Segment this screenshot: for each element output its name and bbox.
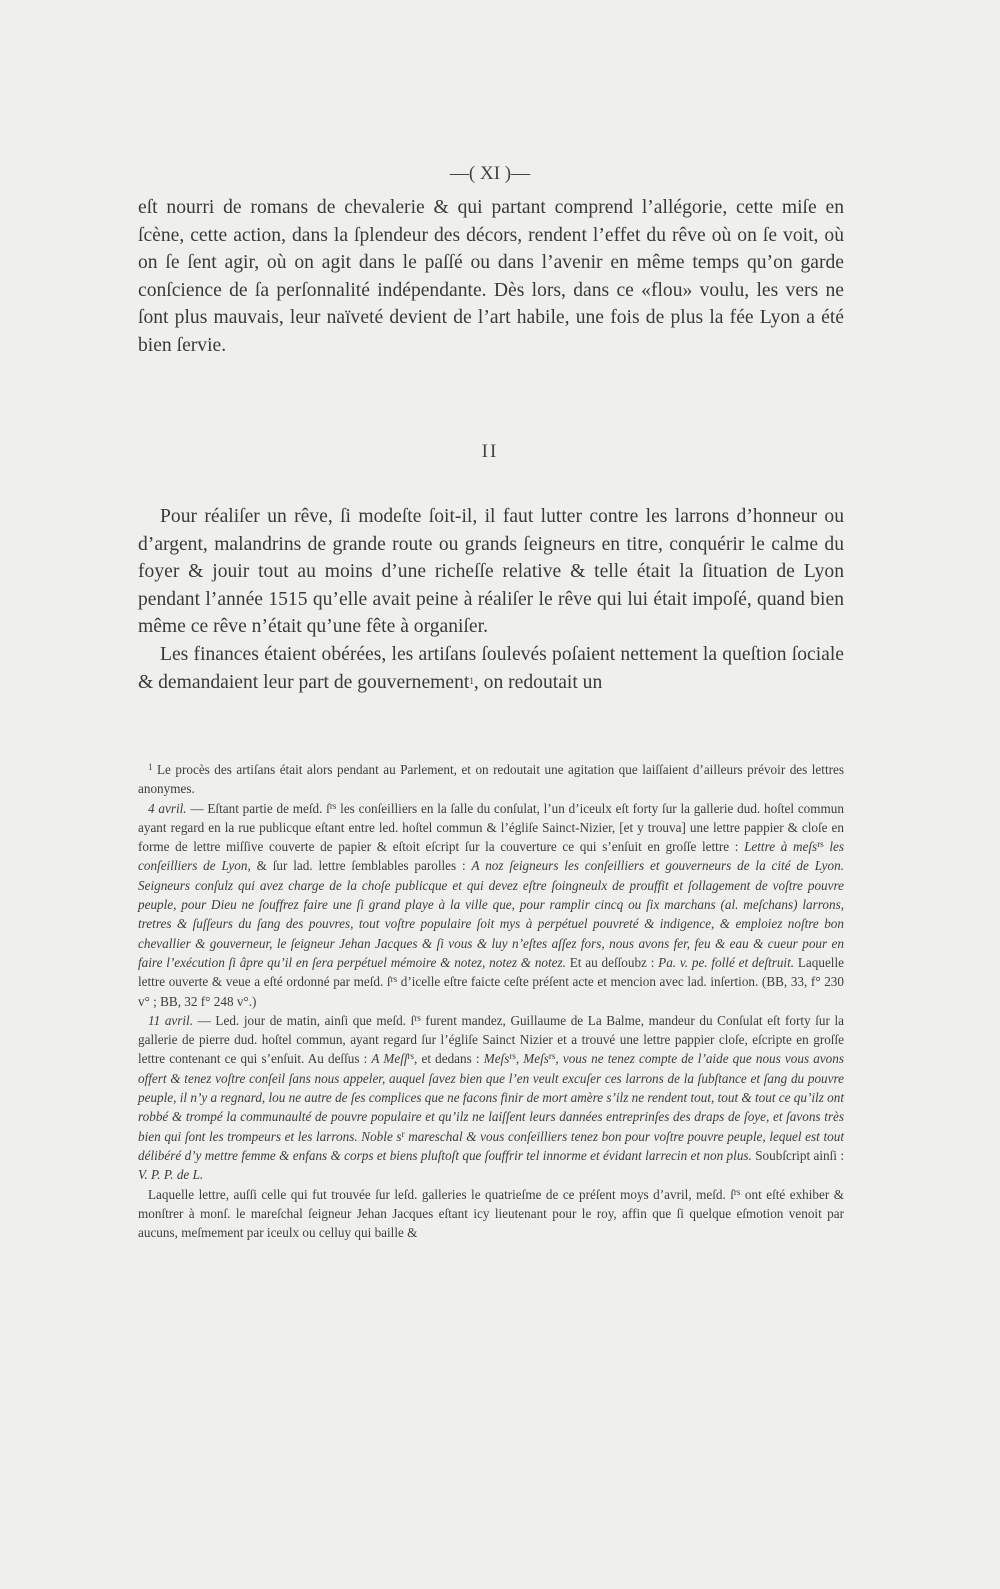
entry-text: Laquelle lettre, auſſi celle qui fut trouvée ſur leſd. galleries le quatrieſme de ce préſent moys d’avril, meſd. ſ — [148, 1186, 734, 1202]
intro-paragraph — [138, 194, 844, 360]
entry-text: ont eſté exhiber & monſtrer à monſ. le mareſchal ſeigneur Jehan Jacques eſtant icy lieutenant pour le roy, affin que ſi quelque eſmotion venoit par aucuns, meſmement par iceulx ou celluy qui baille & — [138, 1186, 845, 1241]
entry-text: , — [515, 1051, 524, 1067]
superscript: rs — [414, 1012, 421, 1023]
superscript: rs — [733, 1186, 741, 1197]
entry-text: Soubſcript ainſi : — [751, 1147, 844, 1163]
quoted-address: Lettre à meſs — [744, 839, 818, 855]
entry-text: Et au deſſoubz : — [565, 954, 659, 970]
footnote-marker: 1 — [148, 762, 153, 772]
quoted-letter: , vous ne tenez compte de l’aide que nous vous avons offert & tenez voſtre conſeil ſans nous appeler, auquel ſavez bien que l’en veult excuſer ces larrons de la ſubſtance et ſang du pouvre peuple, il n’y a regnard, lou ne autre de ſes complices que ne facons finir de mort amère s’ilz ne rendent tout, tout & tout ce qu’ilz ont robbé & trompé la communaulté de pouvre populaire et qu’ilz ne laiſſent leurs dannées entreprinſes des draps de ſoye, et ſavons très bien qui ſont les trompeurs et les larrons. Noble s — [138, 1051, 844, 1144]
section-paragraph-2 — [138, 641, 844, 696]
footnote-entry-11-avril — [138, 1011, 844, 1185]
entry-date: 11 avril. — [148, 1012, 194, 1028]
superscript: rs — [548, 1051, 556, 1062]
entry-text: les conſeilliers en la ſalle du conſulat, l’un d’iceulx eſt forty ſur la gallerie dud. hoſtel commun ayant regard en la rue publicque eſtant entre led. hoſtel commun & l’égliſe Sainct-Nizier, [et y trouva] une lettre pappier & cloſe en forme de lettre miſſive couverte de papier & eſtoit eſcript ſur la couverture ce qui s’enſuit en groſſe lettre : — [138, 800, 844, 855]
quoted-signature: V. P. P. de L. — [138, 1167, 204, 1183]
superscript: r — [401, 1128, 405, 1139]
quoted-address: Meſs — [523, 1051, 549, 1067]
superscript: rs — [407, 1051, 415, 1062]
superscript: rs — [329, 800, 337, 811]
quoted-address: A Meſſ — [371, 1051, 408, 1067]
superscript: rs — [817, 839, 824, 850]
section-heading: II — [481, 441, 499, 462]
paragraph-2-end: , on redoutait un — [473, 671, 603, 693]
footnote-intro — [138, 760, 844, 799]
page-number: —( XI )— — [449, 163, 531, 184]
footnote-entry-4-avril — [138, 799, 844, 1011]
section-paragraph-1: Pour réaliſer un rêve, ſi modeſte ſoit-il, il faut lutter contre les larrons d’honneur ou d’argent, malandrins de grande route ou grands ſeigneurs en titre, conquérir le calme du foyer & jouir tout au moins d’une richeſſe relative & telle était la ſituation de Lyon pendant l’année 1515 qu’elle avait peine à réaliſer le rêve qui lui était impoſé, quand bien même ce rêve n’était qu’une fête à organiſer. — [138, 506, 844, 638]
entry-text: d’icelle eſtre faicte ceſte préſent acte et mencion avec lad. inſertion. (BB, 33, f° 230 v° ; BB, 32 f° 248 v°.) — [138, 974, 844, 1009]
quoted-signature: Pa. v. pe. follé et deſtruit. — [658, 954, 795, 970]
intro-text: eſt nourri de romans de chevalerie & qui partant comprend l’allégorie, cette miſe en ſcène, cette action, dans la ſplendeur des décors, rendent l’effet du rêve où on ſe voit, où on ſe ſent agir, où on agit dans le paſſé ou dans l’avenir en même temps qu’on garde conſcience de ſa perſonnalité indépendante. Dès lors, dans ce «flou» voulu, les vers ne ſont plus mauvais, leur naïveté devient de l’art habile, une fois de plus la fée Lyon a été bien ſervie. — [138, 197, 844, 356]
paragraph-2-text: Les finances étaient obérées, les artiſans ſoulevés poſaient nettement la queſtion ſociale & demandaient leur part de gouvernement — [138, 643, 844, 693]
superscript: rs — [509, 1051, 516, 1062]
quoted-letter: mareschal & vous conſeilliers tenez bon pour voſtre pouvre peuple, lequel est tout délibéré d’y mettre femme & enfans & corps et biens pluſtoſt que ſouffrir tel innorme et évidant larrecin et non plus. — [138, 1128, 844, 1163]
quoted-address: les conſeilliers de Lyon, — [138, 839, 844, 874]
quoted-address: Meſs — [483, 1051, 510, 1067]
entry-text: , et dedans : — [414, 1051, 484, 1067]
entry-text: — Eſtant partie de meſd. ſ — [186, 800, 330, 816]
entry-date: 4 avril. — [148, 800, 187, 816]
entry-text: furent mandez, Guillaume de La Balme, mandeur du Conſulat eſt forty ſur la gallerie de pierre dud. hoſtel commun, ayant regard ſur l’égliſe Sainct Nizier et a trouvé une lettre pappier cloſe, eſcripte en groſſe lettre contenant ce qui s’enſuit. Au deſſus : — [138, 1012, 844, 1067]
section-body — [138, 503, 844, 696]
superscript: rs — [390, 974, 398, 985]
footnote-entry-continuation — [138, 1185, 844, 1243]
quoted-letter: A noz ſeigneurs les conſeilliers et gouverneurs de la cité de Lyon. Seigneurs conſulz qui avez charge de la choſe publicque et qui devez eſtre ſoingneulx de prouffit et ſollagement de voſtre pouvre peuple, pour Dieu ne ſouffrez faire une ſi grand playe à la ville que, pour ramplir cincq ou ſix marchans (al. meſchans) larrons, tretres & ſuſſeurs du ſang des pouvres, tout voſtre populaire ſoit mys à perpétuel pouvreté & indigence, & emploiez noſtre bon chevallier & gouverneur, le ſeigneur Jehan Jacques & ſi vous & luy n’eſtes aſſez fors, nous avons fer, feu & eau & cueur pour en faire l’exécution ſi âpre qu’il en ſera perpétuel mémoire & notez, notez & notez. — [138, 858, 844, 970]
footnote-intro-text: Le procès des artiſans était alors pendant au Parlement, et on redoutait une agitation que laiſſaient d’ailleurs prévoir des lettres anonymes. — [138, 762, 844, 797]
entry-text: & ſur lad. lettre ſemblables parolles : — [250, 858, 472, 874]
footnotes — [138, 760, 844, 1242]
entry-text: Laquelle lettre ouverte & veue a eſté ordonné par meſd. ſ — [138, 954, 844, 990]
entry-text: — Led. jour de matin, ainſi que meſd. ſ — [193, 1012, 415, 1028]
footnote-reference[interactable]: 1 — [469, 675, 474, 686]
